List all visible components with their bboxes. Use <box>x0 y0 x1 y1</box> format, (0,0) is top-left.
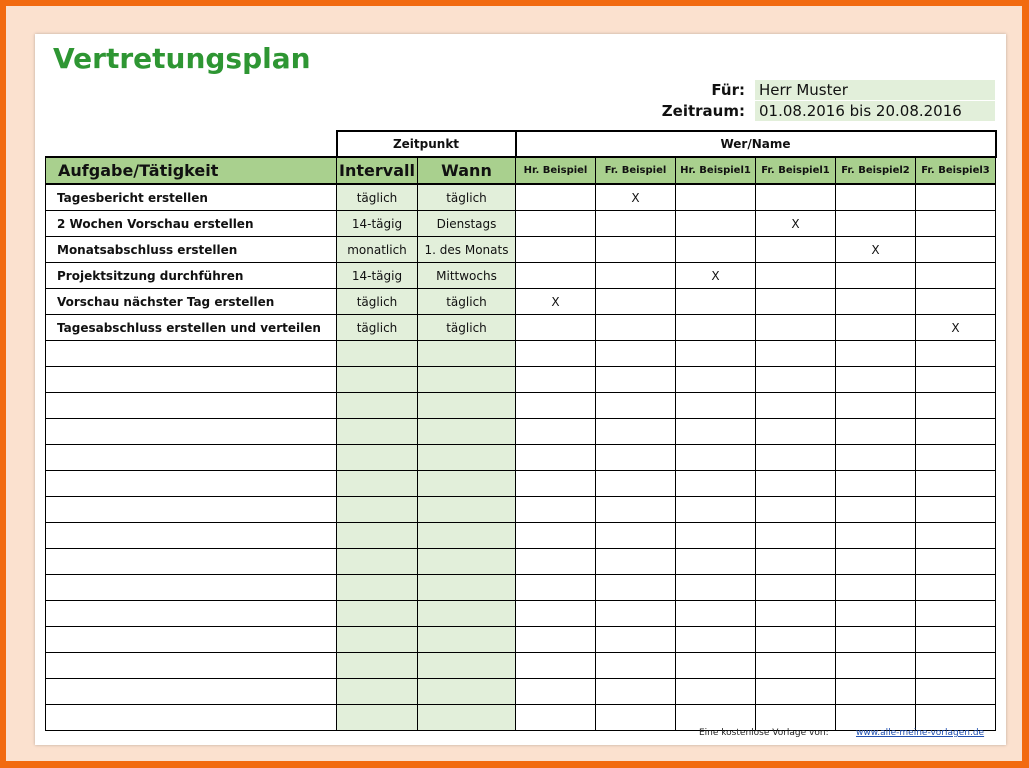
task-cell[interactable] <box>46 393 337 419</box>
assignment-cell[interactable] <box>836 705 916 731</box>
header-wann: Wann <box>418 157 516 184</box>
table-row <box>46 705 996 731</box>
header-person-4: Fr. Beispiel1 <box>756 157 836 184</box>
assignment-cell[interactable] <box>516 497 596 523</box>
intervall-cell[interactable] <box>337 419 418 445</box>
assignment-cell[interactable] <box>916 263 996 289</box>
group-wer-name: Wer/Name <box>516 131 996 157</box>
task-cell[interactable]: Vorschau nächster Tag erstellen <box>46 289 337 315</box>
assignment-cell[interactable] <box>596 445 676 471</box>
assignment-cell[interactable] <box>756 184 836 211</box>
zeitraum-value[interactable]: 01.08.2016 bis 20.08.2016 <box>755 101 995 121</box>
wann-cell[interactable] <box>418 679 516 705</box>
task-cell[interactable] <box>46 471 337 497</box>
assignment-cell[interactable] <box>516 601 596 627</box>
wann-cell[interactable]: täglich <box>418 315 516 341</box>
task-cell[interactable] <box>46 341 337 367</box>
task-cell[interactable] <box>46 653 337 679</box>
assignment-cell[interactable] <box>676 419 756 445</box>
assignment-cell[interactable] <box>596 627 676 653</box>
assignment-cell[interactable] <box>916 237 996 263</box>
assignment-cell[interactable] <box>756 419 836 445</box>
assignment-cell[interactable] <box>596 263 676 289</box>
intervall-cell[interactable] <box>337 523 418 549</box>
assignment-cell[interactable] <box>596 575 676 601</box>
assignment-cell[interactable] <box>516 627 596 653</box>
intervall-cell[interactable]: täglich <box>337 184 418 211</box>
intervall-cell[interactable] <box>337 367 418 393</box>
assignment-cell[interactable] <box>916 601 996 627</box>
assignment-cell[interactable] <box>836 653 916 679</box>
assignment-cell[interactable] <box>516 341 596 367</box>
task-cell[interactable]: 2 Wochen Vorschau erstellen <box>46 211 337 237</box>
intervall-cell[interactable] <box>337 471 418 497</box>
assignment-cell[interactable] <box>756 653 836 679</box>
assignment-cell[interactable] <box>756 315 836 341</box>
assignment-cell[interactable] <box>676 471 756 497</box>
assignment-cell[interactable] <box>676 341 756 367</box>
assignment-cell[interactable] <box>596 419 676 445</box>
wann-cell[interactable] <box>418 497 516 523</box>
assignment-cell[interactable] <box>916 419 996 445</box>
header-person-6: Fr. Beispiel3 <box>916 157 996 184</box>
assignment-cell[interactable] <box>916 211 996 237</box>
assignment-cell[interactable] <box>756 341 836 367</box>
assignment-cell[interactable] <box>916 549 996 575</box>
wann-cell[interactable] <box>418 367 516 393</box>
intervall-cell[interactable] <box>337 601 418 627</box>
wann-cell[interactable]: täglich <box>418 289 516 315</box>
task-cell[interactable] <box>46 419 337 445</box>
assignment-cell[interactable] <box>756 523 836 549</box>
assignment-cell[interactable] <box>916 341 996 367</box>
wann-cell[interactable] <box>418 341 516 367</box>
table-row <box>46 445 996 471</box>
plan-table <box>45 130 997 731</box>
assignment-cell[interactable] <box>756 471 836 497</box>
assignment-cell[interactable] <box>516 184 596 211</box>
assignment-cell[interactable] <box>756 367 836 393</box>
task-cell[interactable] <box>46 445 337 471</box>
task-cell[interactable]: Tagesabschluss erstellen und verteilen <box>46 315 337 341</box>
assignment-cell[interactable] <box>516 445 596 471</box>
assignment-cell[interactable] <box>596 393 676 419</box>
wann-cell[interactable]: Dienstags <box>418 211 516 237</box>
intervall-cell[interactable] <box>337 575 418 601</box>
assignment-cell[interactable] <box>676 237 756 263</box>
assignment-cell[interactable] <box>516 575 596 601</box>
wann-cell[interactable] <box>418 705 516 731</box>
table-row <box>46 653 996 679</box>
assignment-cell[interactable] <box>836 184 916 211</box>
wann-cell[interactable] <box>418 393 516 419</box>
assignment-cell[interactable]: X <box>756 211 836 237</box>
assignment-cell[interactable] <box>596 679 676 705</box>
assignment-cell[interactable] <box>596 367 676 393</box>
intervall-cell[interactable] <box>337 705 418 731</box>
table-row <box>46 523 996 549</box>
task-cell[interactable] <box>46 627 337 653</box>
assignment-cell[interactable] <box>596 653 676 679</box>
assignment-cell[interactable] <box>836 445 916 471</box>
assignment-cell[interactable] <box>916 627 996 653</box>
wann-cell[interactable] <box>418 445 516 471</box>
assignment-cell[interactable] <box>756 705 836 731</box>
table-row <box>46 471 996 497</box>
assignment-cell[interactable] <box>676 627 756 653</box>
task-cell[interactable]: Projektsitzung durchführen <box>46 263 337 289</box>
assignment-cell[interactable] <box>676 653 756 679</box>
intervall-cell[interactable] <box>337 627 418 653</box>
wann-cell[interactable]: Mittwochs <box>418 263 516 289</box>
wann-cell[interactable] <box>418 471 516 497</box>
assignment-cell[interactable] <box>916 705 996 731</box>
assignment-cell[interactable] <box>516 549 596 575</box>
table-row <box>46 393 996 419</box>
assignment-cell[interactable] <box>916 471 996 497</box>
table-row <box>46 419 996 445</box>
assignment-cell[interactable] <box>836 393 916 419</box>
table-row <box>46 341 996 367</box>
assignment-cell[interactable] <box>516 263 596 289</box>
assignment-cell[interactable] <box>676 679 756 705</box>
assignment-cell[interactable] <box>676 211 756 237</box>
assignment-cell[interactable] <box>676 549 756 575</box>
assignment-cell[interactable] <box>756 549 836 575</box>
intervall-cell[interactable]: monatlich <box>337 237 418 263</box>
assignment-cell[interactable] <box>836 263 916 289</box>
wann-cell[interactable] <box>418 601 516 627</box>
footer-text: Eine kostenlose Vorlage von: <box>699 728 829 738</box>
assignment-cell[interactable] <box>676 184 756 211</box>
assignment-cell[interactable] <box>596 497 676 523</box>
table-row <box>46 211 996 237</box>
zeitraum-label: Zeitraum: <box>661 102 745 120</box>
assignment-cell[interactable] <box>836 289 916 315</box>
header-task: Aufgabe/Tätigkeit <box>46 157 337 184</box>
assignment-cell[interactable] <box>676 705 756 731</box>
assignment-cell[interactable] <box>516 393 596 419</box>
assignment-cell[interactable] <box>916 445 996 471</box>
assignment-cell[interactable] <box>836 549 916 575</box>
assignment-cell[interactable] <box>596 601 676 627</box>
intervall-cell[interactable] <box>337 393 418 419</box>
assignment-cell[interactable] <box>836 419 916 445</box>
assignment-cell[interactable] <box>756 289 836 315</box>
table-row <box>46 575 996 601</box>
assignment-cell[interactable] <box>516 679 596 705</box>
task-cell[interactable] <box>46 575 337 601</box>
assignment-cell[interactable] <box>836 341 916 367</box>
assignment-cell[interactable] <box>676 445 756 471</box>
assignment-cell[interactable] <box>756 393 836 419</box>
assignment-cell[interactable] <box>596 289 676 315</box>
assignment-cell[interactable] <box>836 523 916 549</box>
assignment-cell[interactable] <box>916 653 996 679</box>
assignment-cell[interactable] <box>916 184 996 211</box>
fuer-value[interactable]: Herr Muster <box>755 80 995 100</box>
header-person-1: Hr. Beispiel <box>516 157 596 184</box>
assignment-cell[interactable] <box>596 705 676 731</box>
assignment-cell[interactable] <box>516 315 596 341</box>
assignment-cell[interactable] <box>836 679 916 705</box>
assignment-cell[interactable]: X <box>516 289 596 315</box>
wann-cell[interactable] <box>418 627 516 653</box>
wann-cell[interactable] <box>418 575 516 601</box>
assignment-cell[interactable] <box>916 289 996 315</box>
fuer-label: Für: <box>711 81 745 99</box>
task-cell[interactable] <box>46 523 337 549</box>
assignment-cell[interactable] <box>676 393 756 419</box>
assignment-cell[interactable] <box>756 445 836 471</box>
task-cell[interactable] <box>46 679 337 705</box>
table-row <box>46 627 996 653</box>
assignment-cell[interactable] <box>596 523 676 549</box>
intervall-cell[interactable] <box>337 341 418 367</box>
assignment-cell[interactable] <box>836 497 916 523</box>
assignment-cell[interactable] <box>676 497 756 523</box>
assignment-cell[interactable] <box>836 315 916 341</box>
intervall-cell[interactable] <box>337 445 418 471</box>
assignment-cell[interactable] <box>596 549 676 575</box>
assignment-cell[interactable] <box>756 627 836 653</box>
wann-cell[interactable] <box>418 523 516 549</box>
assignment-cell[interactable] <box>596 341 676 367</box>
header-intervall: Intervall <box>337 157 418 184</box>
assignment-cell[interactable] <box>756 601 836 627</box>
table-row <box>46 367 996 393</box>
assignment-cell[interactable] <box>836 367 916 393</box>
header-person-5: Fr. Beispiel2 <box>836 157 916 184</box>
assignment-cell[interactable]: X <box>596 184 676 211</box>
assignment-cell[interactable] <box>516 237 596 263</box>
table-row <box>46 549 996 575</box>
wann-cell[interactable] <box>418 419 516 445</box>
assignment-cell[interactable] <box>756 497 836 523</box>
intervall-cell[interactable] <box>337 549 418 575</box>
assignment-cell[interactable] <box>836 211 916 237</box>
assignment-cell[interactable] <box>756 263 836 289</box>
assignment-cell[interactable] <box>516 523 596 549</box>
intervall-cell[interactable] <box>337 679 418 705</box>
table-row <box>46 497 996 523</box>
table-row <box>46 263 996 289</box>
assignment-cell[interactable] <box>516 211 596 237</box>
assignment-cell[interactable] <box>836 575 916 601</box>
intervall-cell[interactable] <box>337 497 418 523</box>
assignment-cell[interactable]: X <box>836 237 916 263</box>
assignment-cell[interactable]: X <box>916 315 996 341</box>
wann-cell[interactable]: täglich <box>418 184 516 211</box>
header-person-2: Fr. Beispiel <box>596 157 676 184</box>
intervall-cell[interactable]: täglich <box>337 315 418 341</box>
assignment-cell[interactable] <box>836 471 916 497</box>
sheet <box>35 34 1006 745</box>
assignment-cell[interactable] <box>836 601 916 627</box>
task-cell[interactable] <box>46 367 337 393</box>
assignment-cell[interactable] <box>676 367 756 393</box>
assignment-cell[interactable] <box>516 653 596 679</box>
assignment-cell[interactable] <box>756 237 836 263</box>
table-row <box>46 679 996 705</box>
task-cell[interactable] <box>46 705 337 731</box>
assignment-cell[interactable] <box>676 523 756 549</box>
assignment-cell[interactable] <box>676 289 756 315</box>
assignment-cell[interactable] <box>676 575 756 601</box>
assignment-cell[interactable] <box>756 575 836 601</box>
plan-body <box>46 184 996 731</box>
table-row <box>46 315 996 341</box>
assignment-cell[interactable] <box>516 471 596 497</box>
assignment-cell[interactable] <box>516 419 596 445</box>
assignment-cell[interactable] <box>916 367 996 393</box>
assignment-cell[interactable] <box>516 367 596 393</box>
task-cell[interactable]: Tagesbericht erstellen <box>46 184 337 211</box>
assignment-cell[interactable]: X <box>676 263 756 289</box>
table-row <box>46 289 996 315</box>
table-row <box>46 237 996 263</box>
wann-cell[interactable]: 1. des Monats <box>418 237 516 263</box>
task-cell[interactable] <box>46 497 337 523</box>
assignment-cell[interactable] <box>516 705 596 731</box>
header-person-3: Hr. Beispiel1 <box>676 157 756 184</box>
outer-frame <box>6 6 1022 761</box>
intervall-cell[interactable] <box>337 653 418 679</box>
page-title: Vertretungsplan <box>53 42 311 75</box>
assignment-cell[interactable] <box>756 679 836 705</box>
assignment-cell[interactable] <box>596 315 676 341</box>
assignment-cell[interactable] <box>596 471 676 497</box>
assignment-cell[interactable] <box>916 575 996 601</box>
task-cell[interactable] <box>46 601 337 627</box>
assignment-cell[interactable] <box>676 315 756 341</box>
assignment-cell[interactable] <box>916 679 996 705</box>
assignment-cell[interactable] <box>596 237 676 263</box>
wann-cell[interactable] <box>418 653 516 679</box>
assignment-cell[interactable] <box>916 393 996 419</box>
wann-cell[interactable] <box>418 549 516 575</box>
task-cell[interactable]: Monatsabschluss erstellen <box>46 237 337 263</box>
assignment-cell[interactable] <box>916 523 996 549</box>
assignment-cell[interactable] <box>836 627 916 653</box>
task-cell[interactable] <box>46 549 337 575</box>
empty-corner <box>46 131 337 157</box>
assignment-cell[interactable] <box>676 601 756 627</box>
table-row <box>46 601 996 627</box>
intervall-cell[interactable]: 14-tägig <box>337 211 418 237</box>
footer-link[interactable]: www.alle-meine-vorlagen.de <box>856 728 985 738</box>
table-row <box>46 184 996 211</box>
assignment-cell[interactable] <box>596 211 676 237</box>
group-zeitpunkt: Zeitpunkt <box>337 131 516 157</box>
intervall-cell[interactable]: täglich <box>337 289 418 315</box>
assignment-cell[interactable] <box>916 497 996 523</box>
intervall-cell[interactable]: 14-tägig <box>337 263 418 289</box>
